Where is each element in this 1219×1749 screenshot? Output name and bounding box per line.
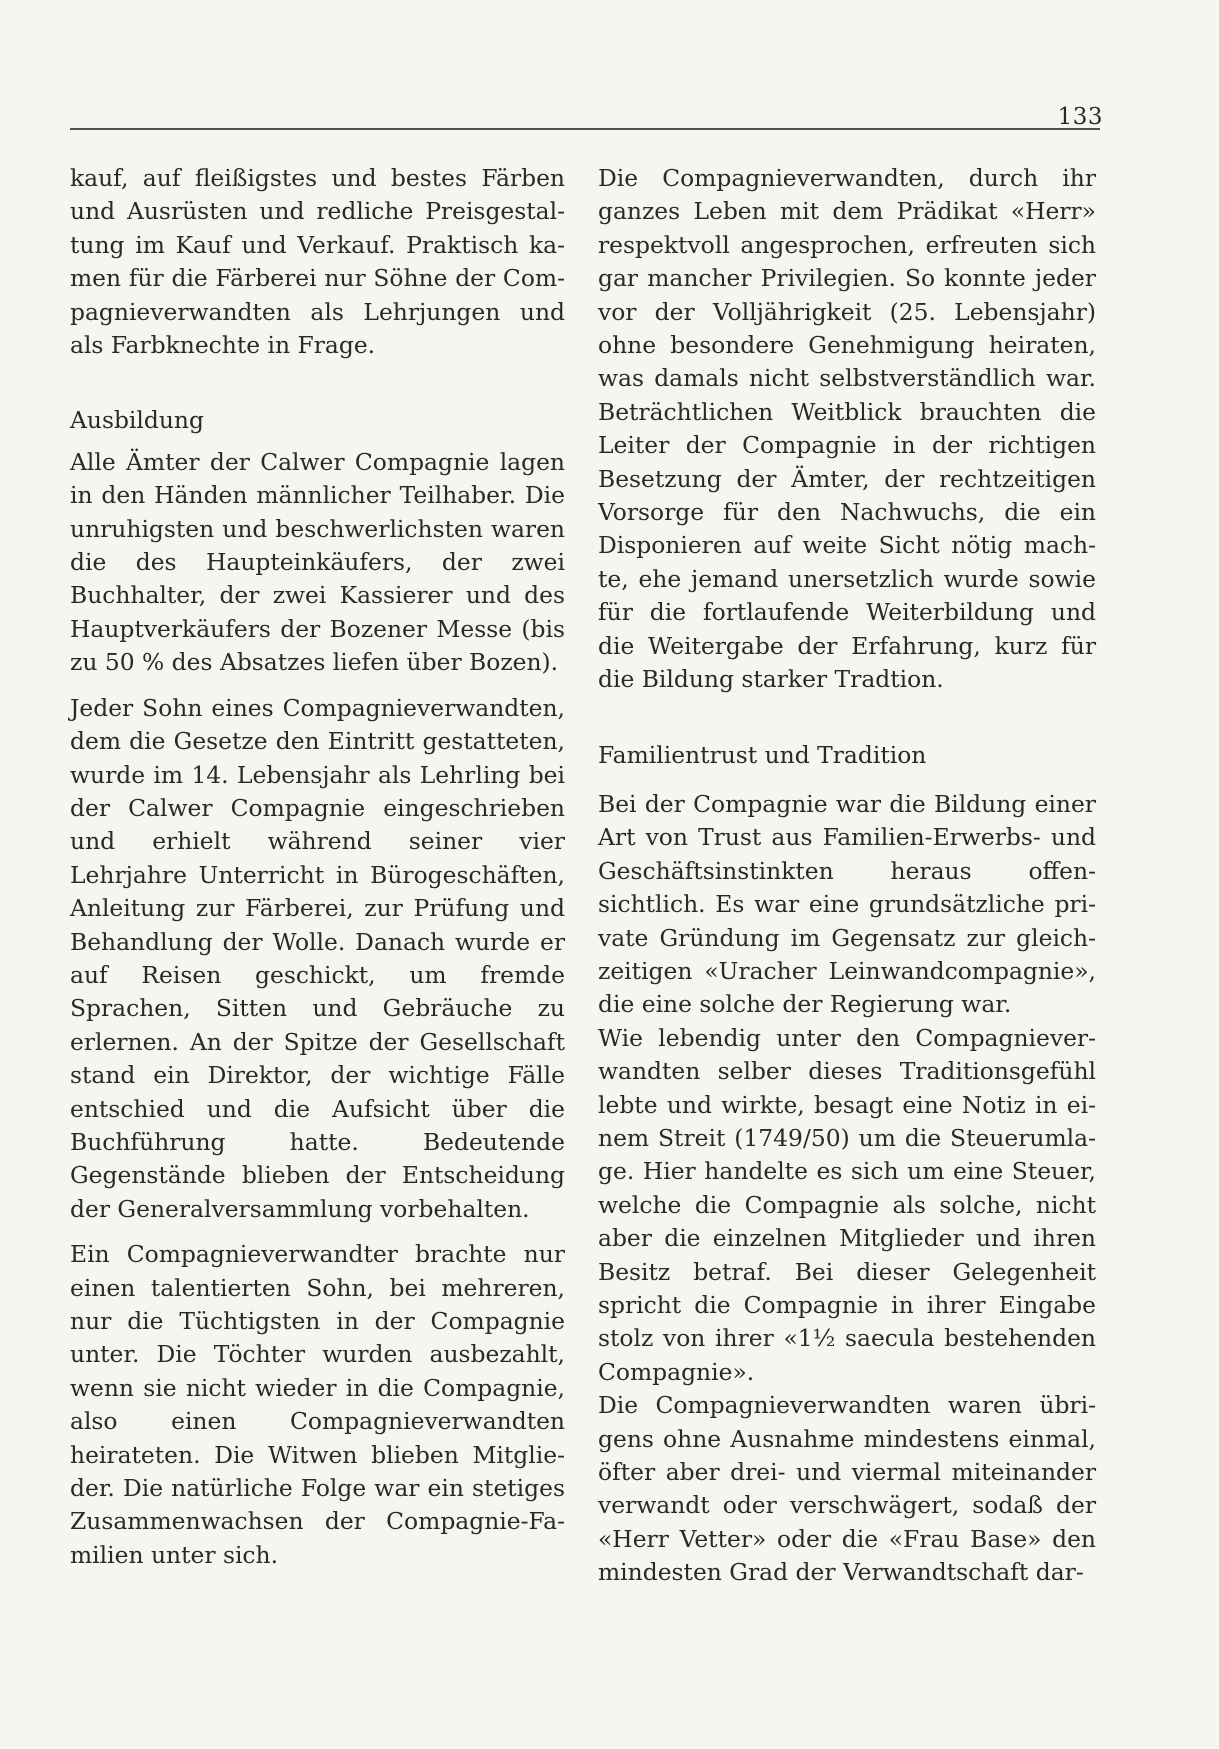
paragraph: Jeder Sohn eines Compagnieverwandten, dem die Gesetze den Eintritt gestatteten, wurde im 14. Lebensjahr als Lehrling bei der Calwer Compagnie eingeschrieben und erhielt während seiner vier Lehrjahre Unterricht in Bürogeschäften, Anleitung zur Färberei, zur Prüfung und Behandlung der Wolle. Danach wurde er auf Reisen geschickt, um fremde Sprachen, Sitten und Gebräuche zu erlernen. An der Spitze der Gesellschaft stand ein Direktor, der wichtige Fälle entschied und die Aufsicht über die Buchführung hatte. Bedeutende Gegenstände blieben der Entscheidung der Generalversammlung vorbehalten.	[70, 693, 565, 1223]
paragraph: Ein Compagnieverwandter brachte nur einen talentierten Sohn, bei mehreren, nur die Tüchtigsten in der Compagnie unter. Die Töchter wurden ausbezahlt, wenn sie nicht wieder in die Compagnie, also einen Compagnieverwandten heirateten. Die Witwen blieben Mitglieder. Die natürliche Folge war ein stetiges Zusammenwachsen der Compagnie-Familien unter sich.	[70, 1240, 565, 1569]
paragraph: kauf, auf fleißigstes und bestes Färben und Ausrüsten und redliche Preisgestaltung im Kauf und Verkauf. Praktisch kamen für die Färberei nur Söhne der Compagnieverwandten als Lehrjungen und als Farbknechte in Frage.	[70, 164, 565, 360]
left-column	[70, 162, 565, 1572]
section-heading-familientrust: Familientrust und Tradition	[598, 740, 927, 769]
page-number: 133	[1057, 104, 1103, 130]
paragraph: Alle Ämter der Calwer Compagnie lagen in den Händen männlicher Teilhaber. Die unruhigsten und beschwerlichsten waren die des Haupteinkäufers, der zwei Buchhalter, der zwei Kassierer und des Hauptverkäufers der Bozener Messe (bis zu 50 % des Absatzes liefen über Bozen).	[70, 447, 565, 677]
section-heading-ausbildung: Ausbildung	[70, 406, 204, 435]
paragraph: Wie lebendig unter den Compagnieverwandten selber dieses Traditionsgefühl lebte und wirkte, besagt eine Notiz in einem Streit (1749/50) um die Steuerumlage. Hier handelte es sich um eine Steuer, welche die Compagnie als solche, nicht aber die einzelnen Mitglieder und ihren Besitz betraf. Bei dieser Gelegenheit spricht die Compagnie in ihrer Eingabe stolz von ihrer «1½ saecula bestehenden Compagnie».	[598, 1023, 1096, 1386]
right-column	[598, 162, 1096, 1590]
paragraph: Die Compagnieverwandten waren übrigens ohne Ausnahme mindestens einmal, öfter aber drei- und viermal miteinander verwandt oder verschwägert, sodaß der «Herr Vetter» oder die «Frau Base» den mindesten Grad der Verwandtschaft dar-	[598, 1391, 1096, 1587]
paragraph: Bei der Compagnie war die Bildung einer Art von Trust aus Familien-Erwerbs- und Geschäftsinstinkten heraus offensichtlich. Es war eine grundsätzliche private Gründung im Gegensatz zur gleichzeitigen «Uracher Leinwandcompagnie», die eine solche der Regierung war.	[598, 789, 1096, 1019]
header-rule	[70, 128, 1100, 130]
paragraph: Die Compagnieverwandten, durch ihr ganzes Leben mit dem Prädikat «Herr» respektvoll angesprochen, erfreuten sich gar mancher Privilegien. So konnte jeder vor der Volljährigkeit (25. Lebensjahr) ohne besondere Genehmigung heiraten, was damals nicht selbstverständlich war. Beträchtlichen Weitblick brauchten die Leiter der Compagnie in der richtigen Besetzung der Ämter, der rechtzeitigen Vorsorge für den Nachwuchs, die ein Disponieren auf weite Sicht nötig machte, ehe jemand unersetzlich wurde sowie für die fortlaufende Weiterbildung und die Weitergabe der Erfahrung, kurz für die Bildung starker Tradtion.	[598, 164, 1096, 694]
